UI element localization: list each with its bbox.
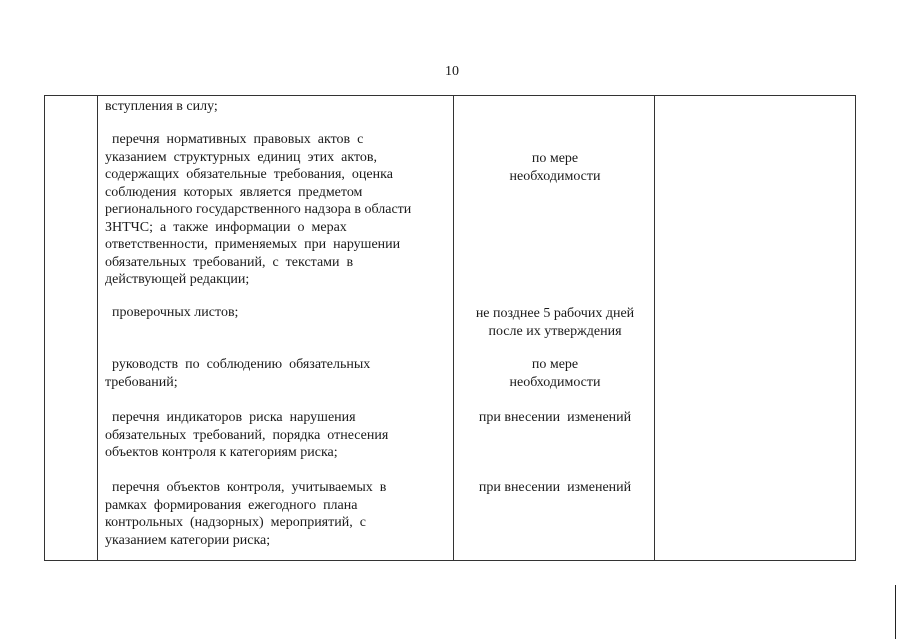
table-cell-description: перечня индикаторов риска нарушения обязательных требований, порядка отнесения объектов контроля к категориям риска; bbox=[105, 410, 389, 460]
column-divider bbox=[97, 96, 98, 560]
table-cell-description: перечня объектов контроля, учитываемых в рамках формирования ежегодного плана контрольных (надзорных) мероприятий, с указанием категории риска; bbox=[105, 480, 387, 548]
table-cell-description: руководств по соблюдению обязательных требований; bbox=[105, 357, 371, 390]
table-cell-description: проверочных листов; bbox=[105, 305, 239, 320]
table-cell-deadline: при внесении изменений bbox=[478, 480, 632, 495]
page-number: 10 bbox=[445, 64, 459, 79]
column-divider bbox=[453, 96, 454, 560]
table-cell-deadline: при внесении изменений bbox=[478, 410, 632, 425]
table-cell-deadline: по мере необходимости bbox=[509, 151, 601, 184]
content-table bbox=[44, 95, 856, 561]
table-cell-description: перечня нормативных правовых актов с указанием структурных единиц этих актов, содержащих обязательные требования, оценка соблюдения которых является предметом регионального государственного надзора в области ЗНТЧС; а также информации о мерах ответственности, применяемых при нарушении обязательных требований, с текстами в действующей редакции; bbox=[105, 132, 412, 287]
table-cell-deadline: по мере необходимости bbox=[509, 357, 601, 390]
table-cell-deadline: не позднее 5 рабочих дней после их утверждения bbox=[475, 306, 635, 339]
scan-edge-mark bbox=[895, 585, 896, 639]
table-cell-description: вступления в силу; bbox=[105, 99, 218, 114]
